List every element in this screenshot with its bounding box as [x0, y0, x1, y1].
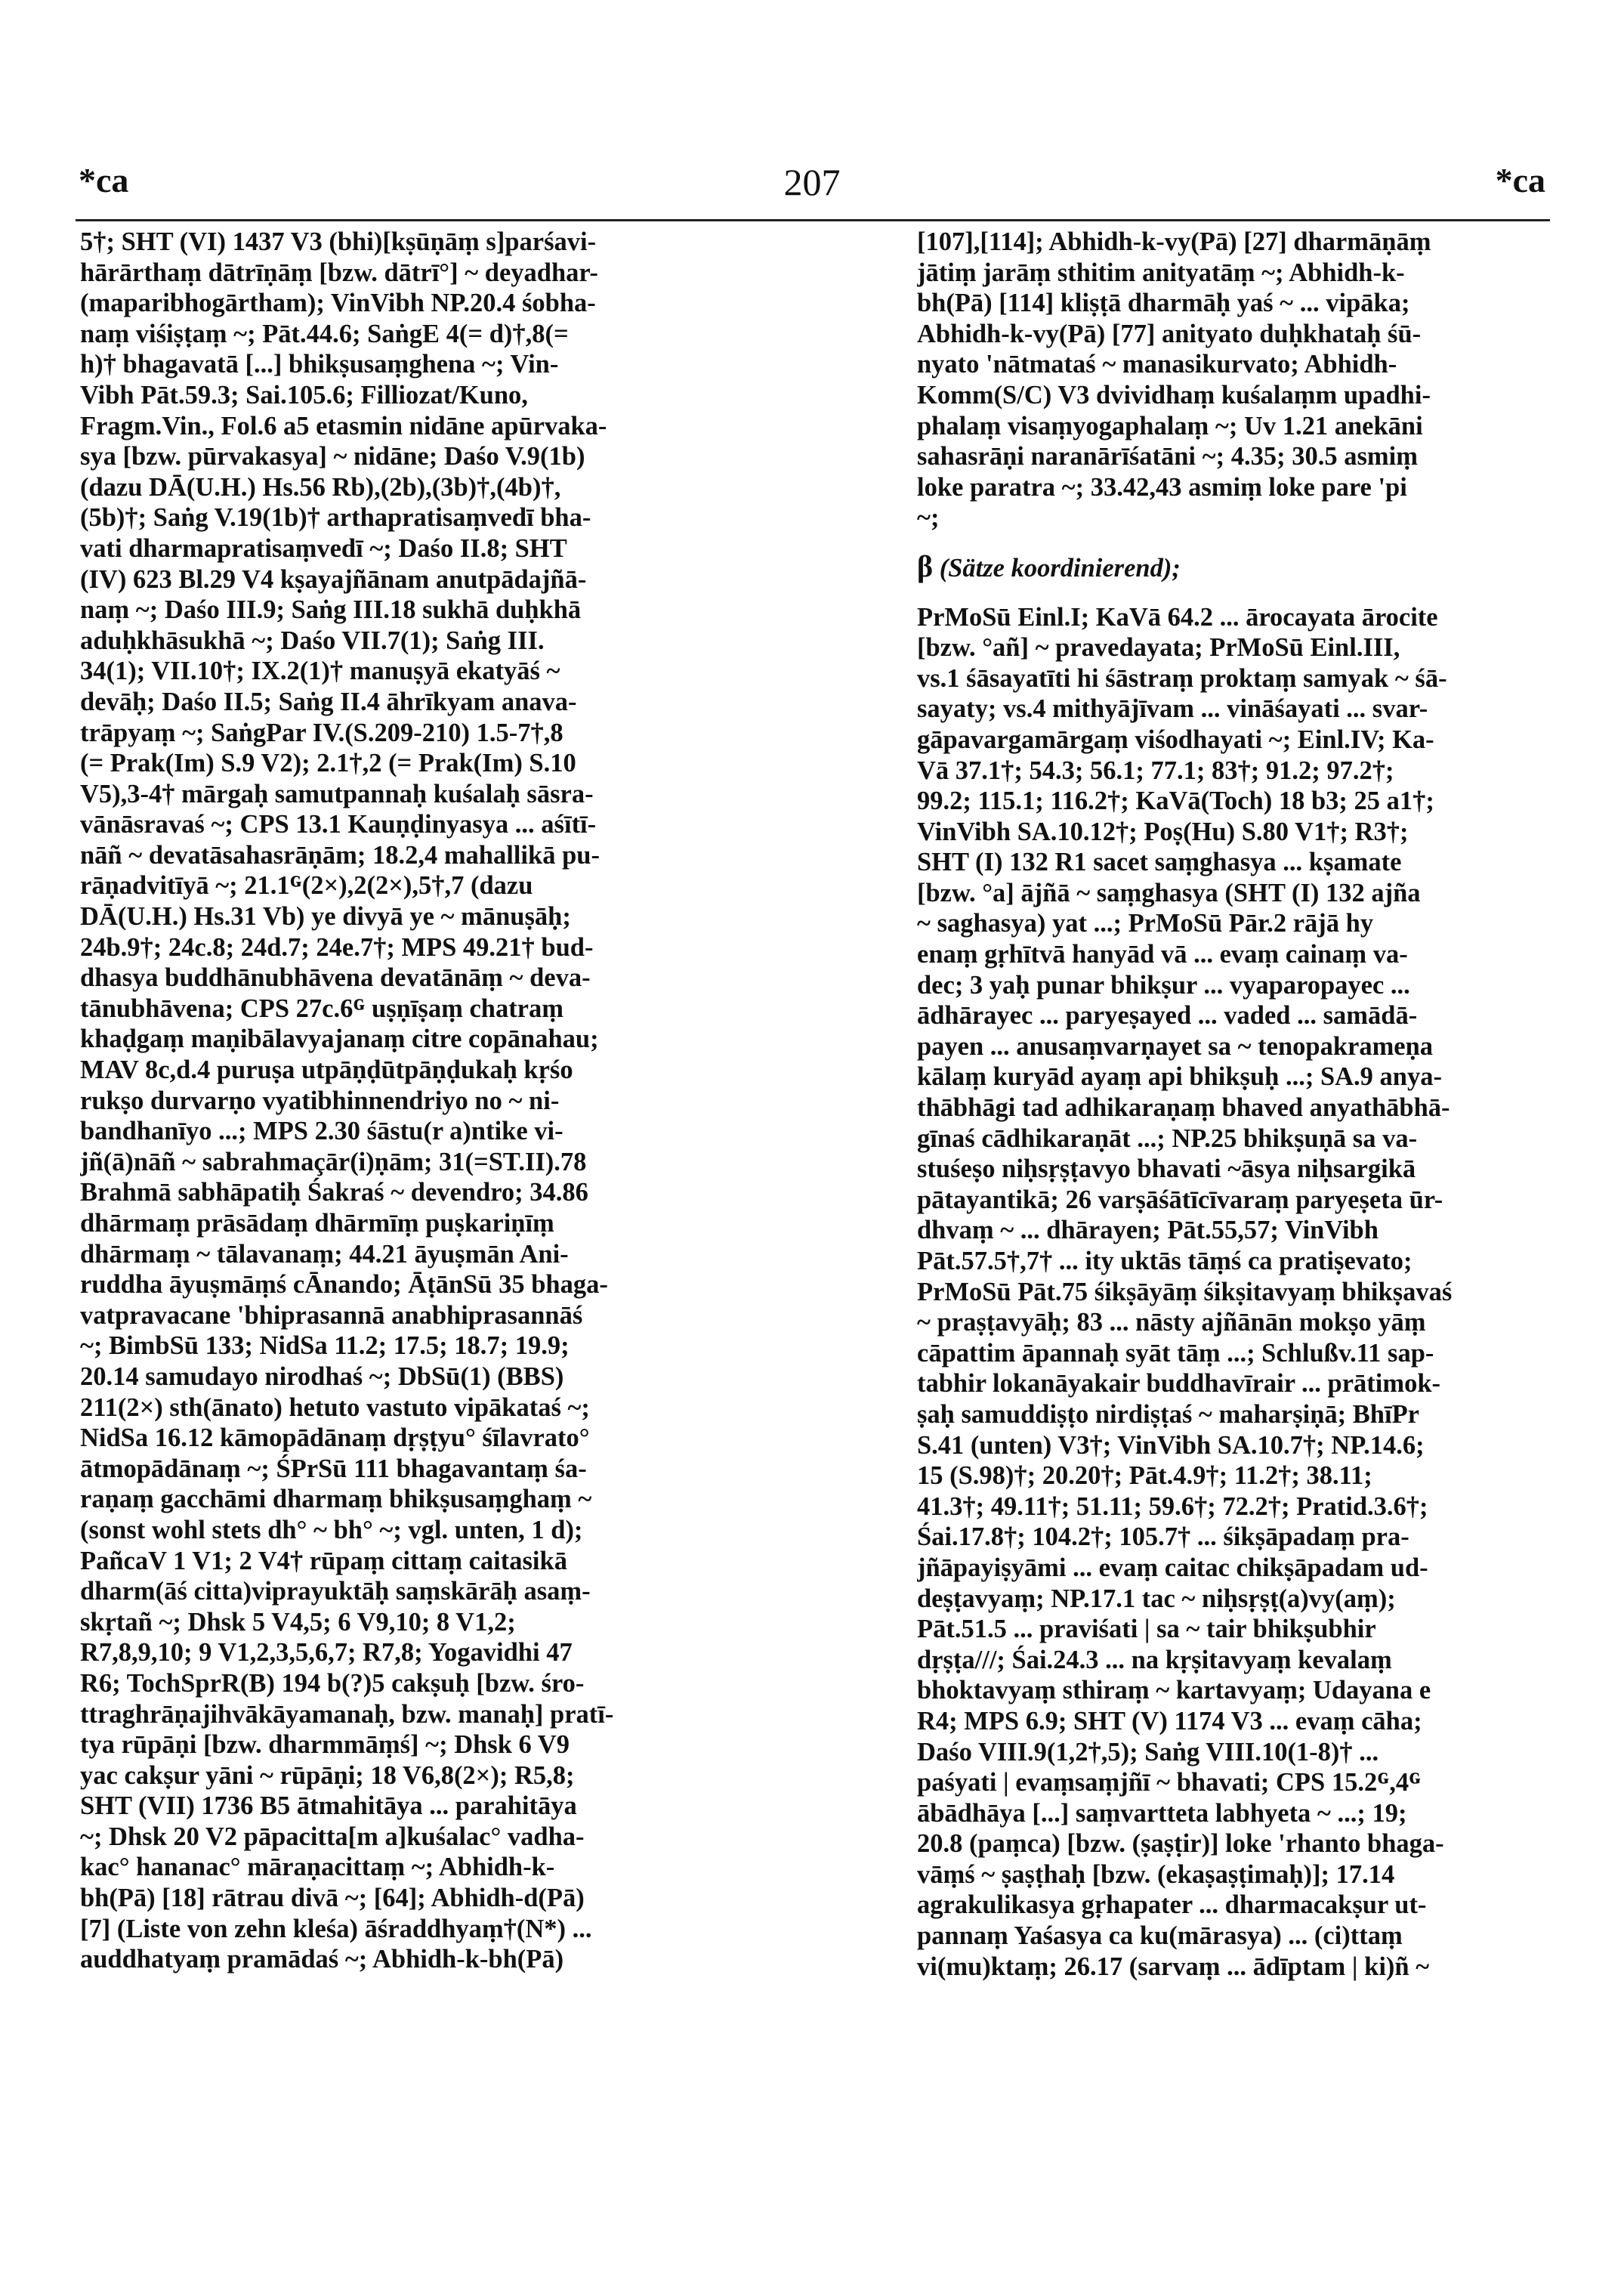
text-line: 34(1); VII.10†; IX.2(1)† manuṣyā ekatyāś ~	[80, 657, 560, 686]
text-line: bandhanīyo ...; MPS 2.30 śāstu(r a)ntike vi-	[80, 1117, 563, 1146]
text-line: dhvaṃ ~ ... dhārayen; Pāt.55,57; VinVibh	[917, 1216, 1379, 1245]
text-line: ~; BimbSū 133; NidSa 11.2; 17.5; 18.7; 19.9;	[80, 1331, 570, 1361]
right-column-part-a	[917, 227, 1529, 533]
text-line: tya rūpāṇi [bzw. dharmmāṃś] ~; Dhsk 6 V9	[80, 1730, 570, 1760]
section-gap	[917, 584, 1529, 602]
page-number: 207	[783, 161, 841, 203]
text-line: Daśo VIII.9(1,2†,5); Saṅg VIII.10(1-8)† ...	[917, 1737, 1379, 1766]
text-line: ādhārayec ... paryeṣayed ... vaded ... samādā-	[917, 1001, 1418, 1031]
text-line: Komm(S/C) V3 dvividhaṃ kuśalaṃm upadhi-	[917, 380, 1431, 410]
text-line: ~ saghasya) yat ...; PrMoSū Pār.2 rājā hy	[917, 909, 1374, 938]
text-line: payen ... anusaṃvarṇayet sa ~ tenopakrameṇa	[917, 1031, 1434, 1061]
text-line: vatpravacane 'bhiprasannā anabhiprasannāś	[80, 1300, 583, 1330]
left-column	[80, 227, 692, 1975]
section-heading	[917, 552, 1529, 584]
headword-right: *ca	[1495, 161, 1545, 199]
right-column	[917, 227, 1529, 1982]
text-line: [7] (Liste von zehn kleśa) āśraddhyaṃ†(N*) ...	[80, 1914, 592, 1943]
text-line: Fragm.Vin., Fol.6 a5 etasmin nidāne apūrvaka-	[80, 411, 607, 440]
text-line: vānāsravaś ~; CPS 13.1 Kauṇḍinyasya ... aśītī-	[80, 810, 597, 839]
text-line: kac° hananac° māraṇacittaṃ ~; Abhidh-k-	[80, 1853, 555, 1882]
text-line: ruddha āyuṣmāṃś cĀnando; ĀṭānSū 35 bhaga-	[80, 1270, 608, 1300]
text-line: SHT (VII) 1736 B5 ātmahitāya ... parahitāya	[80, 1791, 577, 1821]
text-line: PrMoSū Einl.I; KaVā 64.2 ... ārocayata ārocite	[917, 602, 1438, 632]
text-line: 20.14 samudayo nirodhaś ~; DbSū(1) (BBS)	[80, 1362, 564, 1391]
text-line: Vā 37.1†; 54.3; 56.1; 77.1; 83†; 91.2; 97.2†;	[917, 756, 1394, 785]
text-line: h)† bhagavatā [...] bhikṣusaṃghena ~; Vin-	[80, 350, 559, 379]
text-line: sayaty; vs.4 mithyājīvam ... vināśayati ... svar-	[917, 694, 1428, 724]
right-column-part-b	[917, 602, 1529, 1983]
text-line: 99.2; 115.1; 116.2†; KaVā(Toch) 18 b3; 25 a1†;	[917, 787, 1434, 816]
text-line: paśyati | evaṃsaṃjñī ~ bhavati; CPS 15.2ᴳ,4ᴳ	[917, 1768, 1422, 1797]
section-symbol: β	[917, 551, 934, 583]
text-line: agrakulikasya gṛhapater ... dharmacakṣur ut-	[917, 1890, 1427, 1920]
text-line: Pāt.57.5†,7† ... ity uktās tāṃś ca pratiṣevato;	[917, 1247, 1413, 1275]
text-line: thābhāgi tad adhikaraṇaṃ bhaved anyathābhā-	[917, 1093, 1450, 1123]
text-line: dhārmaṃ prāsādaṃ dhārmīṃ puṣkariṇīṃ	[80, 1209, 554, 1238]
text-line: bh(Pā) [114] kliṣṭā dharmāḥ yaś ~ ... vipāka;	[917, 289, 1410, 318]
text-line: naṃ ~; Daśo III.9; Saṅg III.18 sukhā duḥkhā	[80, 595, 582, 625]
text-line: dhārmaṃ ~ tālavanaṃ; 44.21 āyuṣmān Ani-	[80, 1239, 569, 1269]
text-line: rāṇadvitīyā ~; 21.1ᴳ(2×),2(2×),5†,7 (dazu	[80, 871, 533, 901]
text-line: Brahmā sabhāpatiḥ Śakraś ~ devendro; 34.86	[80, 1178, 588, 1207]
text-line: nāñ ~ devatāsahasrāṇām; 18.2,4 mahallikā pu-	[80, 840, 600, 870]
text-line: VinVibh SA.10.12†; Poṣ(Hu) S.80 V1†; R3†;	[917, 817, 1409, 846]
text-line: ṣaḥ samuddiṣṭo nirdiṣṭaś ~ maharṣiṇā; BhīPr	[917, 1399, 1419, 1429]
text-line: nyato 'nātmataś ~ manasikurvato; Abhidh-	[917, 350, 1397, 379]
text-line: [bzw. °añ] ~ pravedayata; PrMoSū Einl.III,	[917, 633, 1400, 663]
text-line: bhoktavyaṃ sthiraṃ ~ kartavyaṃ; Udayana e	[917, 1676, 1431, 1705]
text-line: SHT (I) 132 R1 sacet saṃghasya ... kṣamate	[917, 848, 1402, 877]
text-line: dharm(āś citta)viprayuktāḥ saṃskārāḥ asaṃ-	[80, 1577, 591, 1606]
text-line: pātayantikā; 26 varṣāśātīcīvaraṃ paryeṣeta ūr-	[917, 1185, 1443, 1214]
text-line: V5),3-4† mārgaḥ samutpannaḥ kuśalaḥ sāsra-	[80, 779, 594, 808]
text-line: enaṃ gṛhītvā hanyād vā ... evaṃ cainaṃ va-	[917, 940, 1408, 969]
text-line: ābādhāya [...] saṃvartteta labhyeta ~ ...; 19;	[917, 1798, 1407, 1828]
text-line: 211(2×) sth(ānato) hetuto vastuto vipākataś ~;	[80, 1392, 590, 1422]
text-line: rukṣo durvarṇo vyatibhinnendriyo no ~ ni-	[80, 1086, 560, 1115]
text-line: ~;	[917, 503, 940, 533]
text-line: 15 (S.98)†; 20.20†; Pāt.4.9†; 11.2†; 38.11;	[917, 1461, 1372, 1491]
text-line: 20.8 (paṃca) [bzw. (ṣaṣṭir)] loke 'rhanto bhaga-	[917, 1829, 1444, 1859]
text-line: khaḍgaṃ maṇibālavyajanaṃ citre copānahau;	[80, 1025, 599, 1054]
text-line: S.41 (unten) V3†; VinVibh SA.10.7†; NP.14.6;	[917, 1430, 1425, 1460]
text-line: [107],[114]; Abhidh-k-vy(Pā) [27] dharmāṇāṃ	[917, 227, 1431, 256]
text-line: phalaṃ visaṃyogaphalaṃ ~; Uv 1.21 anekāni	[917, 411, 1423, 440]
text-line: (5b)†; Saṅg V.19(1b)† arthapratisaṃvedī bha-	[80, 503, 591, 533]
text-line: dṛṣṭa///; Śai.24.3 ... na kṛṣitavyaṃ kevalaṃ	[917, 1645, 1392, 1674]
running-head	[76, 160, 1548, 206]
text-line: R7,8,9,10; 9 V1,2,3,5,6,7; R7,8; Yogavidhi 47	[80, 1638, 573, 1668]
text-line: loke paratra ~; 33.42,43 asmiṃ loke pare 'pi	[917, 472, 1407, 502]
text-line: dec; 3 yaḥ punar bhikṣur ... vyaparopayec ...	[917, 970, 1410, 1000]
text-line: tabhir lokanāyakair buddhavīrair ... prātimok-	[917, 1369, 1441, 1399]
text-line: ttraghrāṇajihvākāyamanaḥ, bzw. manaḥ] pratī-	[80, 1699, 614, 1729]
text-line: [bzw. °a] ājñā ~ saṃghasya (SHT (I) 132 ajña	[917, 878, 1421, 907]
text-line: Pāt.51.5 ... praviśati | sa ~ tair bhikṣubhir	[917, 1615, 1376, 1644]
text-line: vi(mu)ktaṃ; 26.17 (sarvaṃ ... ādīptam | ki)ñ ~	[917, 1952, 1430, 1981]
text-line: vs.1 śāsayatīti hi śāstraṃ proktaṃ samyak ~ śā-	[917, 663, 1447, 693]
text-line: vāṃś ~ ṣaṣṭhaḥ [bzw. (ekaṣaṣṭimaḥ)]; 17.14	[917, 1859, 1395, 1889]
text-line: (dazu DĀ(U.H.) Hs.56 Rb),(2b),(3b)†,(4b)†,	[80, 472, 561, 502]
headword-left: *ca	[79, 161, 129, 199]
text-line: naṃ viśiṣṭaṃ ~; Pāt.44.6; SaṅgE 4(= d)†,8(=	[80, 319, 569, 348]
text-line: Śai.17.8†; 104.2†; 105.7† ... śikṣāpadaṃ pra-	[917, 1522, 1409, 1552]
text-line: R4; MPS 6.9; SHT (V) 1174 V3 ... evaṃ cāha;	[917, 1706, 1422, 1736]
text-line: 41.3†; 49.11†; 51.11; 59.6†; 72.2†; Pratid.3.6†;	[917, 1491, 1428, 1521]
text-line: Vibh Pāt.59.3; Sai.105.6; Filliozat/Kuno,	[80, 380, 528, 410]
text-line: ātmopādānaṃ ~; ŚPrSū 111 bhagavantaṃ śa-	[80, 1454, 587, 1483]
text-line: Abhidh-k-vy(Pā) [77] anityato duḥkhataḥ śū-	[917, 319, 1422, 348]
text-line: kālaṃ kuryād ayaṃ api bhikṣuḥ ...; SA.9 anya-	[917, 1062, 1442, 1092]
text-line: pannaṃ Yaśasya ca ku(mārasya) ... (ci)ttaṃ	[917, 1921, 1403, 1951]
text-line: DĀ(U.H.) Hs.31 Vb) ye divyā ye ~ mānuṣāḥ;	[80, 902, 571, 932]
text-line: vati dharmapratisaṃvedī ~; Daśo II.8; SHT	[80, 533, 567, 563]
text-line: MAV 8c,d.4 puruṣa utpāṇḍūtpāṇḍukaḥ kṛśo	[80, 1056, 573, 1085]
text-line: gīnaś cādhikaraṇāt ...; NP.25 bhikṣuṇā sa va-	[917, 1124, 1418, 1153]
text-line: jñ(ā)nāñ ~ sabrahmaçār(i)ṇām; 31(=ST.II).78	[80, 1147, 587, 1176]
text-line: trāpyaṃ ~; SaṅgPar IV.(S.209-210) 1.5-7†,8	[80, 718, 563, 747]
text-line: sahasrāṇi naranārīśatāni ~; 4.35; 30.5 asmiṃ	[917, 442, 1418, 471]
text-line: ~; Dhsk 20 V2 pāpacitta[m a]kuśalac° vadha-	[80, 1822, 585, 1851]
text-line: 24b.9†; 24c.8; 24d.7; 24e.7†; MPS 49.21† bud-	[80, 932, 594, 962]
text-line: ~ praṣṭavyāḥ; 83 ... nāsty ajñānān mokṣo yāṃ	[917, 1308, 1426, 1337]
text-line: sya [bzw. pūrvakasya] ~ nidāne; Daśo V.9(1b)	[80, 442, 585, 471]
text-line: NidSa 16.12 kāmopādānaṃ dṛṣṭyu° śīlavrato°	[80, 1423, 590, 1453]
text-line: jātiṃ jarāṃ sthitim anityatāṃ ~; Abhidh-k-	[917, 258, 1405, 287]
text-line: (IV) 623 Bl.29 V4 kṣayajñānam anutpādajñā-	[80, 564, 587, 594]
text-line: hārārthaṃ dātrīṇāṃ [bzw. dātrī°] ~ deyadhar-	[80, 258, 598, 287]
text-line: dhasya buddhānubhāvena devatānāṃ ~ deva-	[80, 963, 591, 993]
text-line: bh(Pā) [18] rātrau divā ~; [64]; Abhidh-d(Pā)	[80, 1884, 585, 1913]
text-line: devāḥ; Daśo II.5; Saṅg II.4 āhrīkyam anava-	[80, 687, 577, 716]
text-line: skṛtañ ~; Dhsk 5 V4,5; 6 V9,10; 8 V1,2;	[80, 1607, 516, 1637]
text-line: PañcaV 1 V1; 2 V4† rūpaṃ cittaṃ caitasikā	[80, 1546, 567, 1575]
text-line: R6; TochSprR(B) 194 b(?)5 cakṣuḥ [bzw. śro-	[80, 1668, 585, 1698]
header-rule	[76, 219, 1550, 221]
text-line: gāpavargamārgaṃ viśodhayati ~; Einl.IV; Ka-	[917, 725, 1434, 754]
text-line: tānubhāvena; CPS 27c.6ᴳ uṣṇīṣaṃ chatraṃ	[80, 994, 563, 1023]
text-line: stuśeṣo niḥsṛṣṭavyo bhavati ~āsya niḥsargikā	[917, 1154, 1416, 1184]
section-gap	[917, 533, 1529, 552]
text-line: (sonst wohl stets dh° ~ bh° ~; vgl. unten, 1 d);	[80, 1515, 583, 1544]
text-line: (maparibhogārtham); VinVibh NP.20.4 śobha-	[80, 289, 596, 318]
text-line: cāpattim āpannaḥ syāt tāṃ ...; Schlußv.11 sap-	[917, 1338, 1434, 1368]
text-line: deṣṭavyaṃ; NP.17.1 tac ~ niḥsṛṣṭ(a)vy(aṃ);	[917, 1584, 1396, 1613]
section-title: (Sätze koordinierend);	[939, 553, 1181, 583]
text-line: 5†; SHT (VI) 1437 V3 (bhi)[kṣūṇāṃ s]parśavi-	[80, 227, 597, 256]
text-line: PrMoSū Pāt.75 śikṣāyāṃ śikṣitavyaṃ bhikṣavaś	[917, 1277, 1453, 1306]
text-line: yac cakṣur yāni ~ rūpāṇi; 18 V6,8(2×); R5,8;	[80, 1760, 575, 1790]
text-line: aduḥkhāsukhā ~; Daśo VII.7(1); Saṅg III.	[80, 626, 545, 655]
text-line: (= Prak(Im) S.9 V2); 2.1†,2 (= Prak(Im) S.10	[80, 749, 576, 778]
text-line: jñāpayiṣyāmi ... evaṃ caitac chikṣāpadam ud-	[917, 1553, 1428, 1582]
text-line: auddhatyaṃ pramādaś ~; Abhidh-k-bh(Pā)	[80, 1945, 564, 1974]
text-line: raṇaṃ gacchāmi dharmaṃ bhikṣusaṃghaṃ ~	[80, 1485, 592, 1514]
